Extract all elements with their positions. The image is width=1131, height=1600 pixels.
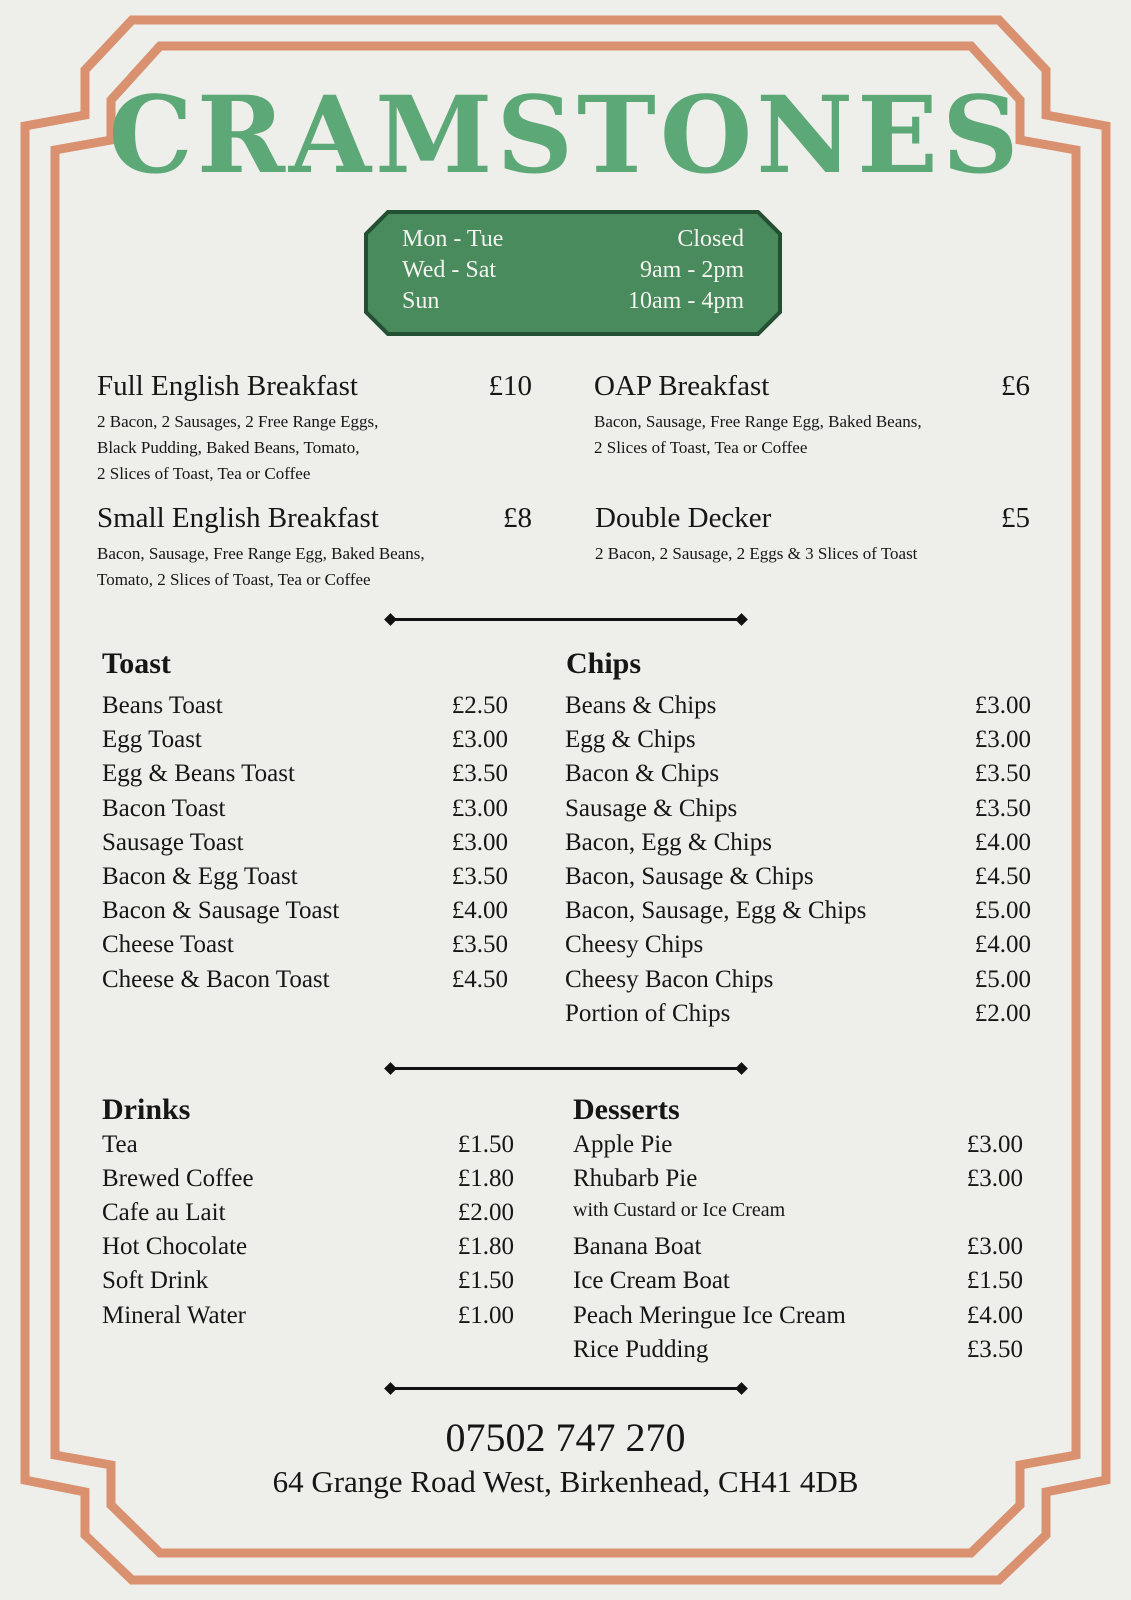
- section-divider: [390, 1387, 742, 1390]
- breakfast-desc-line: 2 Slices of Toast, Tea or Coffee: [594, 438, 808, 457]
- address: 64 Grange Road West, Birkenhead, CH41 4DB: [272, 1464, 859, 1499]
- menu-item-price: £3.00: [966, 1233, 1023, 1261]
- drinks-item: [102, 1233, 514, 1261]
- hours-days: Sun: [402, 288, 440, 314]
- menu-item-name: Rhubarb Pie: [573, 1165, 698, 1193]
- breakfast-oap: [594, 370, 1030, 461]
- hours-days: Mon - Tue: [402, 226, 504, 252]
- menu-item-name: Apple Pie: [573, 1131, 673, 1158]
- menu-item-name: with Custard or Ice Cream: [573, 1199, 786, 1222]
- menu-item-price: £3.50: [966, 1335, 1023, 1363]
- drinks-item: [102, 1302, 514, 1330]
- menu-item-price: £1.80: [457, 1165, 514, 1193]
- hours-time: 9am - 2pm: [640, 257, 744, 283]
- menu-item-name: Bacon, Egg & Chips: [565, 828, 772, 856]
- menu-item-name: Hot Chocolate: [102, 1233, 248, 1261]
- breakfast-desc-line: 2 Bacon, 2 Sausage, 2 Eggs & 3 Slices of Toast: [595, 544, 918, 563]
- desserts-item: [573, 1267, 1023, 1295]
- breakfast-price: £10: [488, 370, 532, 402]
- desserts-item: [573, 1336, 1023, 1364]
- hours-time: 10am - 4pm: [628, 288, 744, 314]
- breakfast-name: OAP Breakfast: [594, 370, 770, 402]
- menu-item-name: Banana Boat: [573, 1233, 702, 1261]
- toast-heading: Toast: [102, 647, 171, 680]
- breakfast-desc-line: Bacon, Sausage, Free Range Egg, Baked Beans,: [97, 544, 425, 563]
- desserts-heading: Desserts: [573, 1093, 680, 1126]
- chips-item: [565, 931, 1031, 959]
- menu-item-name: Bacon, Sausage & Chips: [565, 863, 814, 890]
- hours-row: [402, 257, 744, 284]
- menu-item-price: £1.00: [457, 1301, 514, 1329]
- menu-item-price: £3.50: [451, 931, 508, 959]
- menu-item-name: Sausage Toast: [102, 828, 244, 856]
- breakfast-full-english: [97, 370, 532, 487]
- chips-item: [565, 795, 1031, 823]
- menu-item-name: Cheesy Bacon Chips: [565, 965, 774, 993]
- menu-item-name: Bacon & Chips: [565, 760, 720, 788]
- chips-item: [565, 692, 1031, 720]
- menu-item-name: Bacon & Sausage Toast: [102, 897, 340, 925]
- menu-item-price: £3.00: [966, 1165, 1023, 1193]
- menu-item-name: Peach Meringue Ice Cream: [573, 1301, 846, 1329]
- toast-item: [102, 795, 508, 823]
- breakfast-desc-line: Tomato, 2 Slices of Toast, Tea or Coffee: [97, 570, 371, 589]
- menu-item-name: Tea: [102, 1131, 138, 1158]
- menu-item-price: £3.00: [974, 726, 1031, 754]
- hours-days: Wed - Sat: [402, 257, 497, 283]
- chips-item: [565, 760, 1031, 788]
- menu-item-name: Bacon Toast: [102, 794, 226, 822]
- menu-item-price: £4.00: [974, 828, 1031, 856]
- menu-item-price: £3.50: [974, 794, 1031, 822]
- breakfast-name: Full English Breakfast: [97, 370, 358, 402]
- menu-item-price: £2.00: [457, 1199, 514, 1227]
- chips-item: [565, 1000, 1031, 1028]
- menu-item-name: Beans Toast: [102, 692, 223, 719]
- drinks-item: [102, 1199, 514, 1227]
- menu-item-price: £4.00: [974, 931, 1031, 959]
- toast-item: [102, 897, 508, 925]
- menu-item-price: £1.50: [966, 1267, 1023, 1295]
- breakfast-desc-line: Bacon, Sausage, Free Range Egg, Baked Beans,: [594, 412, 922, 431]
- menu-item-price: £5.00: [974, 897, 1031, 925]
- menu-item-price: £3.00: [451, 726, 508, 754]
- menu-item-price: £2.00: [974, 999, 1031, 1027]
- menu-item-name: Cheese Toast: [102, 931, 234, 959]
- chips-item: [565, 863, 1031, 891]
- menu-item-name: Brewed Coffee: [102, 1165, 254, 1193]
- menu-item-name: Soft Drink: [102, 1267, 209, 1295]
- menu-item-price: £3.50: [974, 760, 1031, 788]
- toast-item: [102, 863, 508, 891]
- menu-item-name: Sausage & Chips: [565, 794, 738, 822]
- breakfast-name: Double Decker: [595, 502, 772, 534]
- phone-number: 07502 747 270: [445, 1415, 686, 1460]
- menu-item-price: £4.00: [966, 1301, 1023, 1329]
- breakfast-price: £8: [503, 502, 532, 534]
- menu-item-price: £4.50: [451, 965, 508, 993]
- section-divider: [390, 618, 742, 621]
- menu-item-name: Egg & Chips: [565, 726, 696, 754]
- toast-item: [102, 829, 508, 857]
- drinks-item: [102, 1131, 514, 1159]
- menu-item-name: Portion of Chips: [565, 999, 731, 1027]
- desserts-item: [573, 1165, 1023, 1193]
- menu-item-price: £3.00: [966, 1131, 1023, 1158]
- menu-item-price: £1.50: [457, 1267, 514, 1295]
- menu-item-name: Egg Toast: [102, 726, 202, 754]
- desserts-item: [573, 1199, 1023, 1222]
- toast-item: [102, 760, 508, 788]
- menu-item-name: Rice Pudding: [573, 1335, 709, 1363]
- menu-item-price: £3.00: [451, 828, 508, 856]
- breakfast-price: £6: [1001, 370, 1030, 402]
- desserts-item: [573, 1233, 1023, 1261]
- opening-hours: [366, 212, 780, 334]
- toast-item: [102, 931, 508, 959]
- breakfast-small-english: [97, 502, 532, 593]
- menu-item-price: £3.00: [451, 794, 508, 822]
- drinks-item: [102, 1165, 514, 1193]
- menu-item-name: Bacon, Sausage, Egg & Chips: [565, 897, 867, 925]
- breakfast-double-decker: [595, 502, 1030, 567]
- chips-heading: Chips: [566, 647, 642, 680]
- menu-item-price: £5.00: [974, 965, 1031, 993]
- chips-item: [565, 966, 1031, 994]
- section-divider: [390, 1067, 742, 1070]
- menu-item-price: £3.50: [451, 760, 508, 788]
- drinks-heading: Drinks: [102, 1093, 191, 1126]
- menu-item-price: £3.00: [974, 692, 1031, 719]
- chips-item: [565, 897, 1031, 925]
- toast-item: [102, 692, 508, 720]
- menu-item-name: Bacon & Egg Toast: [102, 863, 298, 890]
- desserts-item: [573, 1302, 1023, 1330]
- desserts-item: [573, 1131, 1023, 1159]
- menu-item-name: Cheese & Bacon Toast: [102, 965, 330, 993]
- menu-item-name: Egg & Beans Toast: [102, 760, 295, 788]
- menu-item-name: Ice Cream Boat: [573, 1267, 730, 1295]
- toast-item: [102, 726, 508, 754]
- drinks-item: [102, 1267, 514, 1295]
- menu-item-name: Beans & Chips: [565, 692, 717, 719]
- toast-item: [102, 966, 508, 994]
- breakfast-desc-line: 2 Bacon, 2 Sausages, 2 Free Range Eggs,: [97, 412, 379, 431]
- menu-item-price: £4.50: [974, 863, 1031, 890]
- breakfast-desc-line: Black Pudding, Baked Beans, Tomato,: [97, 438, 360, 457]
- menu-item-price: £2.50: [451, 692, 508, 719]
- menu-item-price: £1.80: [457, 1233, 514, 1261]
- menu-item-name: Cheesy Chips: [565, 931, 704, 959]
- hours-time: Closed: [677, 226, 744, 252]
- menu-item-price: £4.00: [451, 897, 508, 925]
- hours-row: [402, 288, 744, 315]
- chips-item: [565, 726, 1031, 754]
- breakfast-price: £5: [1001, 502, 1030, 534]
- hours-row: [402, 226, 744, 253]
- breakfast-desc-line: 2 Slices of Toast, Tea or Coffee: [97, 464, 311, 483]
- menu-item-price: £1.50: [457, 1131, 514, 1158]
- chips-item: [565, 829, 1031, 857]
- menu-item-price: £3.50: [451, 863, 508, 890]
- restaurant-title: CRAMSTONES: [108, 72, 1023, 197]
- menu-item-name: Cafe au Lait: [102, 1199, 226, 1227]
- breakfast-name: Small English Breakfast: [97, 502, 379, 534]
- menu-item-name: Mineral Water: [102, 1301, 246, 1329]
